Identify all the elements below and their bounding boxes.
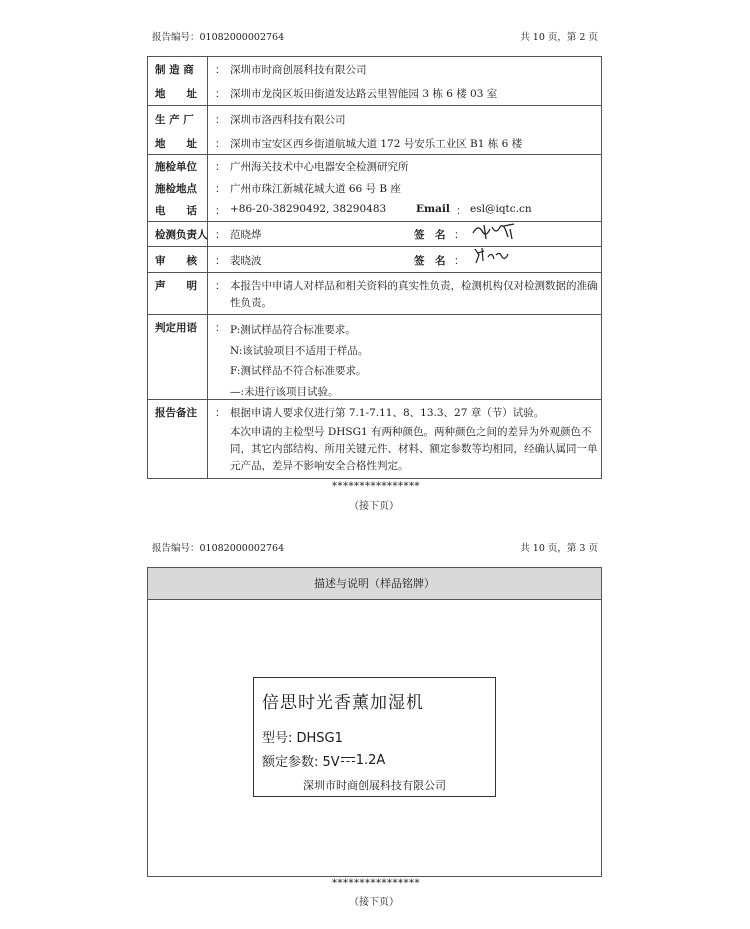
page-info-2: 共 10 页，第 3 页 <box>520 543 598 554</box>
verdict-dash: —:未进行该项目试验。 <box>230 385 339 398</box>
reviewer-signature <box>472 245 512 267</box>
remarks-line2: 本次申请的主检型号 DHSG1 有两种颜色。两种颜色之间的差异为外观颜色不同，其它内部结构、所用关键元件、材料、额定参数等均相同，经确认属同一单元产品，差异不影响安全合格性判定。 <box>230 426 598 472</box>
verdict-p: P:测试样品符合标准要求。 <box>230 324 356 336</box>
page-info: 共 10 页，第 2 页 <box>520 32 598 43</box>
info-table: 制 造 商 ： 深圳市时商创展科技有限公司 地 址 ： 深圳市龙岗区坂田街道发达路云里智能园 3 栋 6 楼 03 室 生 产 厂 ： 深圳市洛西科技有限公司 地 址 ： 深圳市宝安区西乡街道航城大道 172 号安乐工业区 B1 栋 6 楼 施检单位 ： 广州海关技术中心电器安全检测研究所 施检地点 ： 广州市珠江新城花城大道 66 号 B 座 电 话 ： +86-20-38290492, 38290483 Email ： esl@iqtc.cn 检测负责人 ： 范晓烨 签 名 ： 审 核 ： 裴晓波 签 名 ： 声 明 ： 本报告中申请人对样品和相关资料的真实性负责，检测机构仅对检测数据的准确性负责。 判定用语 ： P:测试样品符合标准要求。 N:该试验项目不适用于样品。 F:测试样品不符合标准要求。 —:未进行该项目试验。 报告备注 ： 根据申请人要求仅进行第 7.1-7.11、8、13.3、27 章（节）试验。 本次申请的主检型号 DHSG1 有两种颜色。两种颜色之间的差异为外观颜色不同，其它内部结构、所用关键元件、材料、额定参数等均相同，经确认属同一单元产品，差异不影响安全合格性判定。 <box>147 56 602 479</box>
dc-symbol-icon <box>341 756 355 765</box>
nameplate <box>253 677 496 797</box>
verdict-f: F:测试样品不符合标准要求。 <box>230 365 367 377</box>
end-stars-2: **************** <box>332 878 420 889</box>
report-number-2: 报告编号：01082000002764 <box>152 543 285 554</box>
nameplate-title: 倍思时光香薰加湿机 <box>262 693 424 713</box>
continued-label: （接下页） <box>349 501 399 512</box>
section-title: 描述与说明（样品铭牌） <box>148 568 601 600</box>
nameplate-model: 型号: DHSG1 <box>262 731 343 746</box>
verdict-n: N:该试验项目不适用于样品。 <box>230 344 369 357</box>
report-number: 报告编号：01082000002764 <box>152 32 285 43</box>
end-stars: **************** <box>332 481 420 492</box>
nameplate-rating: 额定参数: 5V 1.2A <box>262 753 386 770</box>
tester-signature <box>470 221 518 243</box>
remarks-line1: 根据申请人要求仅进行第 7.1-7.11、8、13.3、27 章（节）试验。 <box>230 407 545 419</box>
email-value: esl@iqtc.cn <box>470 203 532 215</box>
nameplate-maker: 深圳市时商创展科技有限公司 <box>303 779 446 792</box>
continued-label-2: （接下页） <box>349 897 399 908</box>
